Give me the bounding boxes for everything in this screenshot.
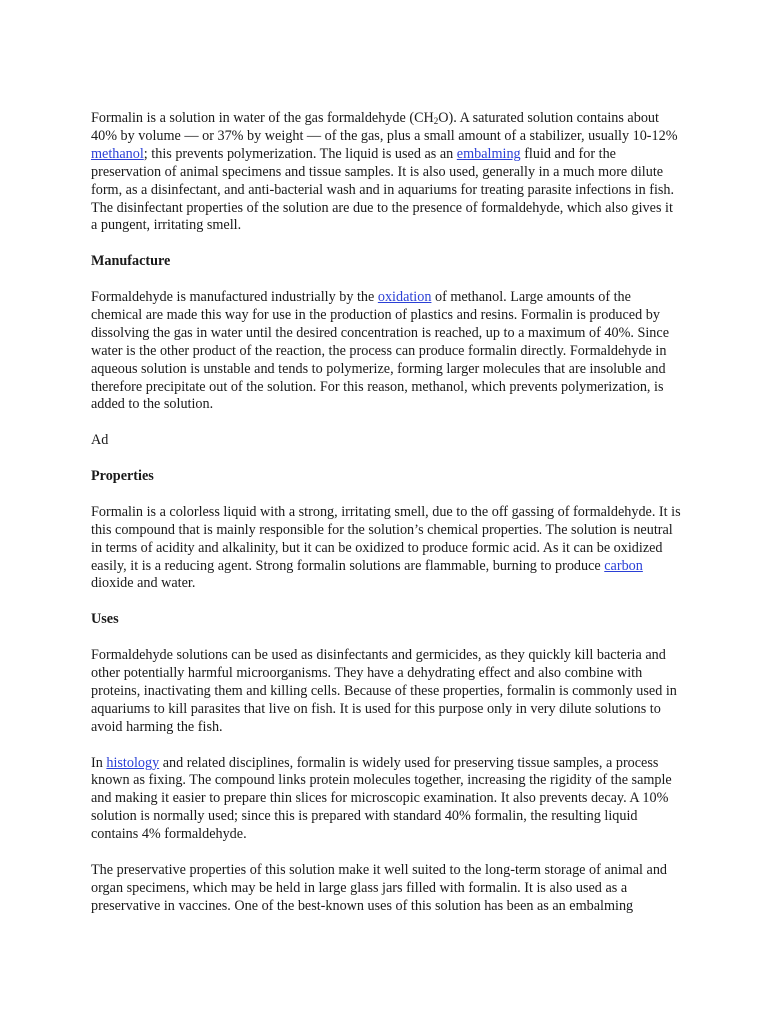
manufacture-heading: Manufacture	[91, 253, 171, 270]
uses-text-prefix: In	[91, 754, 107, 771]
manufacture-text-2: of methanol. Large amounts of the chemical are made this way for use in the production of plastics and resins. Formalin is produced by dissolving the gas in water until the desired concentration is reached, up to a maximum of 40%. Since water is the other product of the reaction, the process can produce formalin directly. Formaldehyde in aqueous solution is unstable and tends to polymerize, forming larger molecules that are insoluble and therefore precipitate out of the solution. For this reason, methanol, which prevents polymerization, is added to the solution.	[91, 289, 669, 413]
carbon-link[interactable]: carbon	[604, 557, 643, 574]
properties-paragraph	[91, 504, 681, 594]
intro-text-2: O). A saturated solution contains about 40% by volume — or 37% by weight — of the gas, plus a small amount of a stabilizer, usually 10-12%	[91, 110, 678, 144]
uses-text-rest: and related disciplines, formalin is widely used for preserving tissue samples, a process known as fixing. The compound links protein molecules together, increasing the rigidity of the sample and making it easier to prepare thin slices for microscopic examination. It also prevents decay. A 10% solution is normally used; since this is prepared with standard 40% formalin, the resulting liquid contains 4% formaldehyde.	[91, 754, 672, 843]
manufacture-paragraph	[91, 289, 681, 414]
histology-link[interactable]: histology	[106, 754, 160, 771]
methanol-link[interactable]: methanol	[91, 145, 144, 162]
intro-text-1: Formalin is a solution in water of the gas formaldehyde (CH	[91, 110, 434, 126]
intro-text-4: fluid and for the preservation of animal specimens and tissue samples. It is also used, generally in a much more dilute form, as a disinfectant, and anti-bacterial wash and in aquariums for treating parasite infections in fish. The disinfectant properties of the solution are due to the presence of formaldehyde, which also gives it a pungent, irritating smell.	[91, 145, 675, 234]
properties-heading: Properties	[91, 468, 154, 485]
document-page	[91, 110, 681, 934]
uses-heading: Uses	[91, 611, 119, 628]
embalming-link[interactable]: embalming	[456, 145, 521, 162]
ad-label: Ad	[91, 432, 109, 449]
properties-text-2: dioxide and water.	[91, 575, 196, 592]
uses-paragraph-3: The preservative properties of this solution make it well suited to the long-term storage of animal and organ specimens, which may be held in large glass jars filled with formalin. It is also used as a preservative in vaccines. One of the best-known uses of this solution has been as an embalming	[91, 861, 668, 914]
intro-paragraph	[91, 110, 681, 235]
uses-paragraph-1: Formaldehyde solutions can be used as disinfectants and germicides, as they quickly kill bacteria and other potentially harmful microorganisms. They have a dehydrating effect and also combine with proteins, inactivating them and killing cells. Because of these properties, formalin is commonly used in aquariums to kill parasites that live on fish. It is used for this purpose only in very dilute solutions to avoid harming the fish.	[91, 647, 677, 735]
uses-paragraph-2	[91, 755, 681, 845]
oxidation-link[interactable]: oxidation	[377, 289, 432, 306]
intro-text-3: ; this prevents polymerization. The liquid is used as an	[143, 145, 457, 162]
properties-text-1: Formalin is a colorless liquid with a strong, irritating smell, due to the off gassing of formaldehyde. It is this compound that is mainly responsible for the solution’s chemical properties. The solution is neutral in terms of acidity and alkalinity, but it can be oxidized to produce formic acid. As it can be oxidized easily, it is a reducing agent. Strong formalin solutions are flammable, burning to produce	[91, 503, 681, 574]
manufacture-text-1: Formaldehyde is manufactured industrially by the	[91, 289, 378, 306]
subscript-2: 2	[433, 116, 439, 126]
